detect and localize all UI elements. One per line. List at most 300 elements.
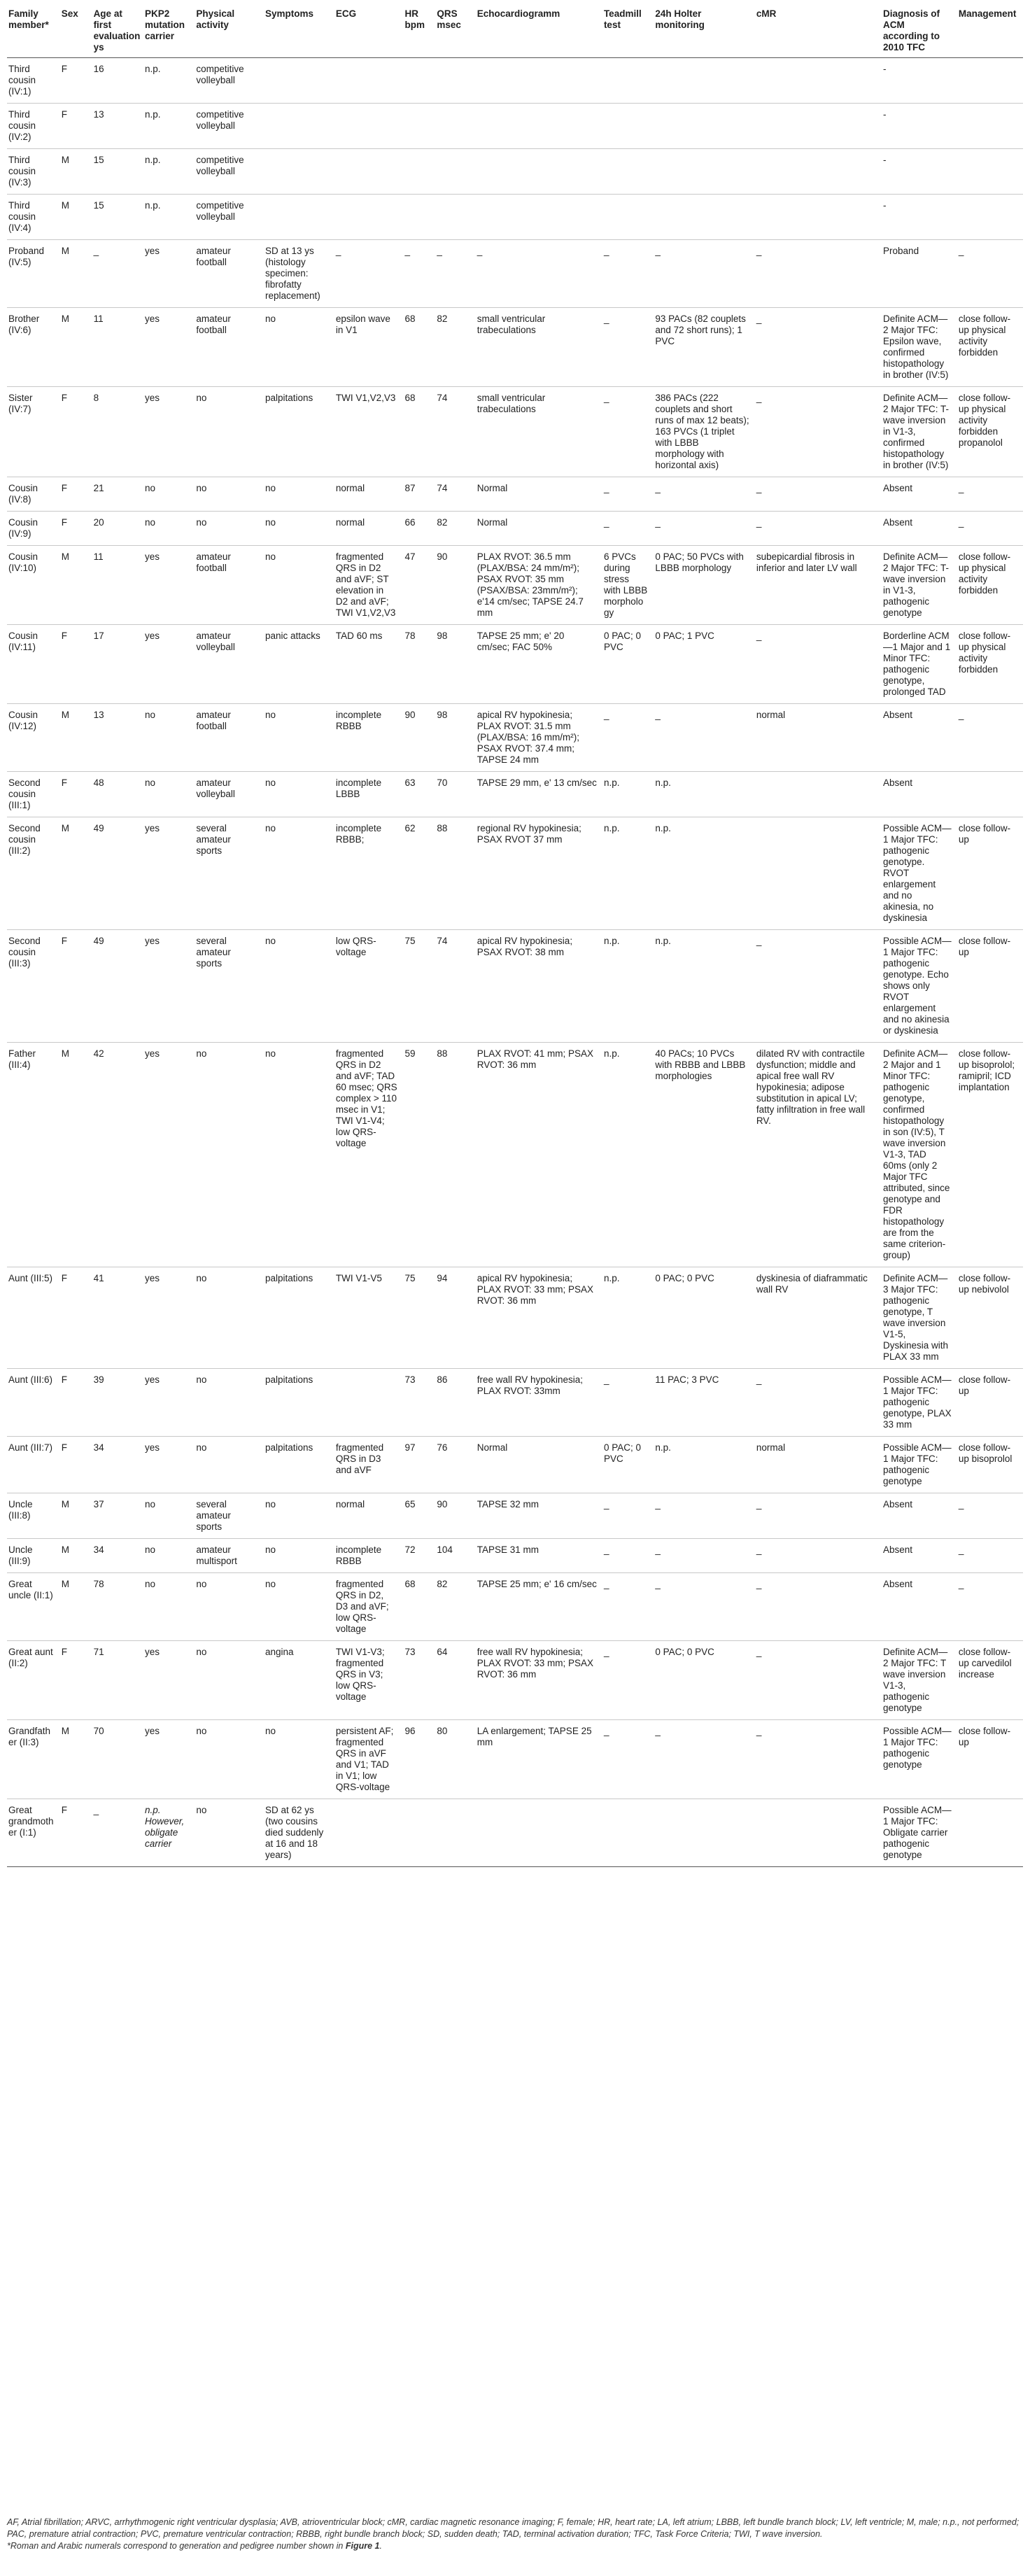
- table-cell: epsilon wave in V1: [334, 308, 404, 387]
- table-cell: close follow-up nebivolol: [957, 1267, 1023, 1369]
- table-cell: Third cousin (IV:4): [7, 195, 60, 240]
- table-cell: no: [264, 1573, 334, 1641]
- table-cell: no: [264, 1539, 334, 1573]
- table-cell: _: [602, 240, 654, 308]
- table-cell: Cousin (IV:10): [7, 546, 60, 625]
- table-cell: TAPSE 25 mm; e' 20 cm/sec; FAC 50%: [476, 625, 602, 704]
- table-cell: _: [435, 240, 475, 308]
- table-cell: _: [92, 240, 143, 308]
- table-cell: [476, 195, 602, 240]
- table-cell: no: [264, 817, 334, 930]
- column-header: Management: [957, 4, 1023, 58]
- table-cell: Possible ACM—1 Major TFC: pathogenic genotype: [882, 1720, 957, 1799]
- table-cell: 47: [404, 546, 436, 625]
- table-cell: _: [602, 1720, 654, 1799]
- table-cell: Definite ACM—2 Major TFC: T wave inversion V1-3, pathogenic genotype: [882, 1641, 957, 1720]
- table-cell: [755, 1799, 882, 1867]
- table-cell: amateur volleyball: [195, 772, 264, 817]
- table-cell: Uncle (III:9): [7, 1539, 60, 1573]
- table-cell: 82: [435, 308, 475, 387]
- table-cell: close follow-up physical activity forbidden: [957, 308, 1023, 387]
- table-cell: n.p.: [602, 930, 654, 1043]
- table-cell: Absent: [882, 704, 957, 772]
- table-cell: [957, 104, 1023, 149]
- table-cell: [334, 149, 404, 195]
- table-cell: palpitations: [264, 387, 334, 477]
- table-cell: 86: [435, 1369, 475, 1437]
- table-cell: _: [755, 512, 882, 546]
- table-cell: 104: [435, 1539, 475, 1573]
- table-cell: no: [143, 477, 195, 512]
- table-cell: no: [143, 512, 195, 546]
- table-cell: dilated RV with contractile dysfunction; middle and apical free wall RV hypokinesia; adipose substitution in apical LV; fatty infiltration in free wall RV.: [755, 1043, 882, 1267]
- table-cell: [435, 149, 475, 195]
- table-cell: _: [654, 1720, 755, 1799]
- table-cell: [334, 104, 404, 149]
- table-cell: yes: [143, 387, 195, 477]
- table-cell: no: [195, 1573, 264, 1641]
- table-cell: [435, 104, 475, 149]
- table-cell: Possible ACM—1 Major TFC: pathogenic genotype. RVOT enlargement and no akinesia, no dyskinesia: [882, 817, 957, 930]
- table-cell: incomplete RBBB;: [334, 817, 404, 930]
- table-cell: [334, 195, 404, 240]
- table-cell: fragmented QRS in D2, D3 and aVF; low QRS-voltage: [334, 1573, 404, 1641]
- table-cell: no: [264, 1043, 334, 1267]
- table-cell: M: [60, 1573, 92, 1641]
- table-cell: [602, 149, 654, 195]
- table-cell: 88: [435, 1043, 475, 1267]
- table-cell: 42: [92, 1043, 143, 1267]
- table-row: [7, 704, 1023, 772]
- table-cell: 37: [92, 1493, 143, 1539]
- table-cell: fragmented QRS in D2 and aVF; ST elevation in D2 and aVF; TWI V1,V2,V3: [334, 546, 404, 625]
- table-cell: [404, 58, 436, 104]
- table-cell: Grandfather (II:3): [7, 1720, 60, 1799]
- table-cell: F: [60, 104, 92, 149]
- table-cell: no: [195, 512, 264, 546]
- table-cell: _: [755, 240, 882, 308]
- table-cell: 11: [92, 308, 143, 387]
- table-row: [7, 240, 1023, 308]
- table-cell: Absent: [882, 512, 957, 546]
- table-cell: no: [143, 1573, 195, 1641]
- table-cell: close follow-up physical activity forbidden: [957, 625, 1023, 704]
- table-cell: [755, 817, 882, 930]
- table-cell: Third cousin (IV:1): [7, 58, 60, 104]
- table-cell: normal: [334, 512, 404, 546]
- table-cell: Possible ACM—1 Major TFC: pathogenic genotype: [882, 1437, 957, 1493]
- table-cell: Absent: [882, 1493, 957, 1539]
- table-cell: [755, 104, 882, 149]
- table-cell: [957, 772, 1023, 817]
- table-cell: low QRS-voltage: [334, 930, 404, 1043]
- table-cell: 64: [435, 1641, 475, 1720]
- table-cell: n.p.: [602, 1267, 654, 1369]
- table-cell: Great uncle (II:1): [7, 1573, 60, 1641]
- table-cell: 8: [92, 387, 143, 477]
- table-cell: M: [60, 240, 92, 308]
- table-cell: n.p.: [143, 149, 195, 195]
- table-cell: Third cousin (IV:2): [7, 104, 60, 149]
- table-cell: _: [755, 1539, 882, 1573]
- table-cell: _: [602, 704, 654, 772]
- table-cell: n.p.: [654, 817, 755, 930]
- table-cell: M: [60, 308, 92, 387]
- table-cell: no: [264, 930, 334, 1043]
- table-row: [7, 1799, 1023, 1867]
- table-cell: [654, 149, 755, 195]
- table-cell: TWI V1-V5: [334, 1267, 404, 1369]
- table-cell: Cousin (IV:9): [7, 512, 60, 546]
- column-header: QRS msec: [435, 4, 475, 58]
- table-cell: normal: [755, 1437, 882, 1493]
- table-row: [7, 1369, 1023, 1437]
- table-cell: incomplete LBBB: [334, 772, 404, 817]
- table-cell: normal: [334, 1493, 404, 1539]
- table-cell: 0 PAC; 0 PVC: [654, 1641, 755, 1720]
- table-cell: TAPSE 29 mm, e' 13 cm/sec: [476, 772, 602, 817]
- table-cell: small ventricular trabeculations: [476, 387, 602, 477]
- table-cell: Normal: [476, 512, 602, 546]
- table-cell: F: [60, 58, 92, 104]
- table-cell: Definite ACM—2 Major TFC: Epsilon wave, confirmed histopathology in brother (IV:5): [882, 308, 957, 387]
- table-cell: F: [60, 1267, 92, 1369]
- table-cell: yes: [143, 625, 195, 704]
- table-cell: close follow-up carvedilol increase: [957, 1641, 1023, 1720]
- table-cell: 82: [435, 512, 475, 546]
- table-cell: no: [143, 1539, 195, 1573]
- table-cell: 88: [435, 817, 475, 930]
- table-cell: close follow-up: [957, 1369, 1023, 1437]
- table-row: [7, 1641, 1023, 1720]
- table-row: [7, 387, 1023, 477]
- table-row: [7, 546, 1023, 625]
- table-cell: no: [195, 1641, 264, 1720]
- table-cell: several amateur sports: [195, 817, 264, 930]
- table-cell: Cousin (IV:8): [7, 477, 60, 512]
- table-cell: [602, 195, 654, 240]
- table-cell: 75: [404, 930, 436, 1043]
- table-cell: [404, 104, 436, 149]
- table-cell: _: [602, 387, 654, 477]
- table-cell: apical RV hypokinesia; PLAX RVOT: 33 mm; PSAX RVOT: 36 mm: [476, 1267, 602, 1369]
- table-cell: 97: [404, 1437, 436, 1493]
- table-cell: [957, 58, 1023, 104]
- table-cell: Definite ACM—2 Major and 1 Minor TFC: pathogenic genotype, confirmed histopathology in son (IV:5), T wave inversion V1-3, TAD 60ms (only 2 Major TFC attributed, since genotype and FDR histopathology are from the same criterion-group): [882, 1043, 957, 1267]
- table-body: [7, 58, 1023, 1867]
- table-cell: Borderline ACM—1 Major and 1 Minor TFC: pathogenic genotype, prolonged TAD: [882, 625, 957, 704]
- table-cell: no: [264, 477, 334, 512]
- table-cell: no: [195, 1437, 264, 1493]
- table-cell: TAPSE 25 mm; e' 16 cm/sec: [476, 1573, 602, 1641]
- column-header: Physical activity: [195, 4, 264, 58]
- table-cell: [404, 149, 436, 195]
- column-header: Symptoms: [264, 4, 334, 58]
- table-cell: no: [195, 1369, 264, 1437]
- table-cell: no: [195, 1799, 264, 1867]
- table-cell: 40 PACs; 10 PVCs with RBBB and LBBB morphologies: [654, 1043, 755, 1267]
- table-cell: [755, 149, 882, 195]
- table-cell: M: [60, 1043, 92, 1267]
- table-cell: _: [654, 240, 755, 308]
- table-cell: 16: [92, 58, 143, 104]
- table-cell: PLAX RVOT: 36.5 mm (PLAX/BSA: 24 mm/m²); PSAX RVOT: 35 mm (PSAX/BSA: 23mm/m²); e'14 cm/sec; TAPSE 24.7 mm: [476, 546, 602, 625]
- table-cell: F: [60, 1799, 92, 1867]
- table-cell: TAPSE 31 mm: [476, 1539, 602, 1573]
- table-cell: SD at 13 ys (histology specimen: fibrofatty replacement): [264, 240, 334, 308]
- table-row: [7, 195, 1023, 240]
- table-cell: n.p. However, obligate carrier: [143, 1799, 195, 1867]
- table-cell: 20: [92, 512, 143, 546]
- table-cell: yes: [143, 817, 195, 930]
- table-cell: TAPSE 32 mm: [476, 1493, 602, 1539]
- table-cell: _: [602, 512, 654, 546]
- table-cell: normal: [334, 477, 404, 512]
- table-cell: fragmented QRS in D2 and aVF; TAD 60 msec; QRS complex > 110 msec in V1; TWI V1-V4; low QRS-voltage: [334, 1043, 404, 1267]
- table-cell: _: [654, 1539, 755, 1573]
- table-cell: _: [602, 1539, 654, 1573]
- table-cell: F: [60, 772, 92, 817]
- table-cell: normal: [755, 704, 882, 772]
- table-cell: _: [602, 1493, 654, 1539]
- table-cell: 72: [404, 1539, 436, 1573]
- table-cell: 90: [435, 546, 475, 625]
- table-cell: 65: [404, 1493, 436, 1539]
- table-cell: Normal: [476, 477, 602, 512]
- table-cell: F: [60, 625, 92, 704]
- table-cell: n.p.: [602, 817, 654, 930]
- table-cell: 70: [92, 1720, 143, 1799]
- table-cell: 386 PACs (222 couplets and short runs of max 12 beats); 163 PVCs (1 triplet with LBBB morphology with horizontal axis): [654, 387, 755, 477]
- column-header: Sex: [60, 4, 92, 58]
- table-cell: 11 PAC; 3 PVC: [654, 1369, 755, 1437]
- table-cell: [602, 104, 654, 149]
- table-cell: palpitations: [264, 1267, 334, 1369]
- table-cell: _: [755, 1573, 882, 1641]
- column-header: 24h Holter monitoring: [654, 4, 755, 58]
- table-cell: yes: [143, 240, 195, 308]
- table-cell: 80: [435, 1720, 475, 1799]
- table-cell: _: [957, 240, 1023, 308]
- table-cell: 73: [404, 1641, 436, 1720]
- table-cell: _: [602, 308, 654, 387]
- table-row: [7, 104, 1023, 149]
- table-cell: -: [882, 149, 957, 195]
- table-cell: free wall RV hypokinesia; PLAX RVOT: 33 mm; PSAX RVOT: 36 mm: [476, 1641, 602, 1720]
- table-cell: no: [264, 546, 334, 625]
- table-cell: M: [60, 1493, 92, 1539]
- table-cell: [404, 1799, 436, 1867]
- column-header: Diagnosis of ACM according to 2010 TFC: [882, 4, 957, 58]
- table-cell: Cousin (IV:12): [7, 704, 60, 772]
- table-cell: Proband (IV:5): [7, 240, 60, 308]
- table-cell: Second cousin (III:1): [7, 772, 60, 817]
- table-cell: _: [755, 1369, 882, 1437]
- table-cell: Great aunt (II:2): [7, 1641, 60, 1720]
- table-cell: n.p.: [654, 772, 755, 817]
- table-cell: M: [60, 1539, 92, 1573]
- table-cell: yes: [143, 930, 195, 1043]
- table-cell: 0 PAC; 0 PVC: [654, 1267, 755, 1369]
- table-cell: amateur football: [195, 240, 264, 308]
- table-cell: no: [264, 512, 334, 546]
- table-cell: incomplete RBBB: [334, 1539, 404, 1573]
- table-cell: close follow-up: [957, 817, 1023, 930]
- table-cell: [957, 149, 1023, 195]
- table-cell: F: [60, 1369, 92, 1437]
- table-cell: _: [654, 1493, 755, 1539]
- table-cell: _: [957, 704, 1023, 772]
- table-cell: 15: [92, 195, 143, 240]
- table-cell: _: [755, 1493, 882, 1539]
- table-cell: palpitations: [264, 1437, 334, 1493]
- table-cell: no: [195, 477, 264, 512]
- table-cell: [654, 1799, 755, 1867]
- table-cell: close follow-up: [957, 930, 1023, 1043]
- table-cell: [755, 195, 882, 240]
- table-cell: close follow-up bisoprolol: [957, 1437, 1023, 1493]
- table-cell: _: [404, 240, 436, 308]
- table-cell: _: [957, 1539, 1023, 1573]
- table-cell: 13: [92, 704, 143, 772]
- table-row: [7, 1720, 1023, 1799]
- table-cell: Great grandmother (I:1): [7, 1799, 60, 1867]
- column-header: PKP2 mutation carrier: [143, 4, 195, 58]
- figure-reference: Figure 1: [345, 2541, 380, 2551]
- table-cell: Aunt (III:7): [7, 1437, 60, 1493]
- column-header: Teadmill test: [602, 4, 654, 58]
- table-cell: no: [143, 704, 195, 772]
- table-cell: [435, 58, 475, 104]
- table-cell: -: [882, 195, 957, 240]
- table-cell: yes: [143, 1043, 195, 1267]
- table-cell: amateur multisport: [195, 1539, 264, 1573]
- table-cell: 62: [404, 817, 436, 930]
- table-cell: competitive volleyball: [195, 149, 264, 195]
- table-cell: Second cousin (III:2): [7, 817, 60, 930]
- table-cell: [264, 149, 334, 195]
- table-cell: n.p.: [602, 1043, 654, 1267]
- table-row: [7, 477, 1023, 512]
- table-cell: no: [143, 772, 195, 817]
- table-cell: persistent AF; fragmented QRS in aVF and V1; TAD in V1; low QRS-voltage: [334, 1720, 404, 1799]
- column-header: Age at first evaluation ys: [92, 4, 143, 58]
- table-cell: Possible ACM—1 Major TFC: pathogenic genotype, PLAX 33 mm: [882, 1369, 957, 1437]
- table-header-row: [7, 4, 1023, 58]
- table-cell: several amateur sports: [195, 930, 264, 1043]
- column-header: ECG: [334, 4, 404, 58]
- table-cell: _: [755, 930, 882, 1043]
- table-cell: 76: [435, 1437, 475, 1493]
- table-cell: [755, 58, 882, 104]
- table-cell: angina: [264, 1641, 334, 1720]
- table-cell: 34: [92, 1539, 143, 1573]
- table-cell: [264, 58, 334, 104]
- table-cell: [654, 104, 755, 149]
- table-cell: yes: [143, 1437, 195, 1493]
- table-cell: yes: [143, 1369, 195, 1437]
- table-cell: 6 PVCs during stress with LBBB morphology: [602, 546, 654, 625]
- table-cell: 78: [92, 1573, 143, 1641]
- table-cell: 96: [404, 1720, 436, 1799]
- table-cell: M: [60, 546, 92, 625]
- table-cell: _: [755, 1641, 882, 1720]
- table-cell: M: [60, 149, 92, 195]
- table-cell: LA enlargement; TAPSE 25 mm: [476, 1720, 602, 1799]
- table-cell: amateur football: [195, 704, 264, 772]
- table-cell: _: [654, 512, 755, 546]
- table-cell: apical RV hypokinesia; PLAX RVOT: 31.5 mm (PLAX/BSA: 16 mm/m²); PSAX RVOT: 37.4 mm; TAPSE 24 mm: [476, 704, 602, 772]
- table-cell: F: [60, 930, 92, 1043]
- column-header: Echocardiogramm: [476, 4, 602, 58]
- table-cell: TWI V1,V2,V3: [334, 387, 404, 477]
- table-cell: 21: [92, 477, 143, 512]
- table-cell: amateur football: [195, 546, 264, 625]
- table-cell: Possible ACM—1 Major TFC: Obligate carrier pathogenic genotype: [882, 1799, 957, 1867]
- table-cell: [264, 195, 334, 240]
- table-cell: Uncle (III:8): [7, 1493, 60, 1539]
- table-cell: apical RV hypokinesia; PSAX RVOT: 38 mm: [476, 930, 602, 1043]
- table-cell: [957, 1799, 1023, 1867]
- table-cell: F: [60, 512, 92, 546]
- table-cell: 73: [404, 1369, 436, 1437]
- table-cell: n.p.: [143, 195, 195, 240]
- table-cell: [334, 58, 404, 104]
- table-cell: M: [60, 817, 92, 930]
- table-cell: yes: [143, 546, 195, 625]
- table-row: [7, 512, 1023, 546]
- table-cell: [602, 58, 654, 104]
- table-cell: _: [957, 512, 1023, 546]
- table-row: [7, 1573, 1023, 1641]
- table-cell: 68: [404, 387, 436, 477]
- table-cell: close follow-up bisoprolol; ramipril; ICD implantation: [957, 1043, 1023, 1267]
- table-cell: 59: [404, 1043, 436, 1267]
- table-cell: _: [957, 477, 1023, 512]
- table-cell: Aunt (III:5): [7, 1267, 60, 1369]
- table-cell: close follow-up physical activity forbidden propanolol: [957, 387, 1023, 477]
- table-cell: 68: [404, 308, 436, 387]
- table-cell: [476, 58, 602, 104]
- table-cell: Third cousin (IV:3): [7, 149, 60, 195]
- table-cell: [404, 195, 436, 240]
- table-cell: 75: [404, 1267, 436, 1369]
- table-row: [7, 772, 1023, 817]
- table-cell: Second cousin (III:3): [7, 930, 60, 1043]
- table-cell: 90: [435, 1493, 475, 1539]
- table-cell: 93 PACs (82 couplets and 72 short runs); 1 PVC: [654, 308, 755, 387]
- table-cell: _: [957, 1573, 1023, 1641]
- table-cell: 90: [404, 704, 436, 772]
- table-cell: 0 PAC; 50 PVCs with LBBB morphology: [654, 546, 755, 625]
- table-cell: _: [755, 625, 882, 704]
- table-cell: Absent: [882, 477, 957, 512]
- table-row: [7, 1493, 1023, 1539]
- table-cell: close follow-up physical activity forbidden: [957, 546, 1023, 625]
- table-row: [7, 58, 1023, 104]
- table-cell: F: [60, 1641, 92, 1720]
- table-cell: 41: [92, 1267, 143, 1369]
- table-cell: n.p.: [143, 104, 195, 149]
- table-cell: F: [60, 1437, 92, 1493]
- table-cell: [435, 195, 475, 240]
- table-row: [7, 1267, 1023, 1369]
- table-cell: M: [60, 1720, 92, 1799]
- table-cell: 70: [435, 772, 475, 817]
- table-cell: PLAX RVOT: 41 mm; PSAX RVOT: 36 mm: [476, 1043, 602, 1267]
- table-cell: Possible ACM—1 Major TFC: pathogenic genotype. Echo shows only RVOT enlargement and no akinesia or dyskinesia: [882, 930, 957, 1043]
- table-cell: [334, 1369, 404, 1437]
